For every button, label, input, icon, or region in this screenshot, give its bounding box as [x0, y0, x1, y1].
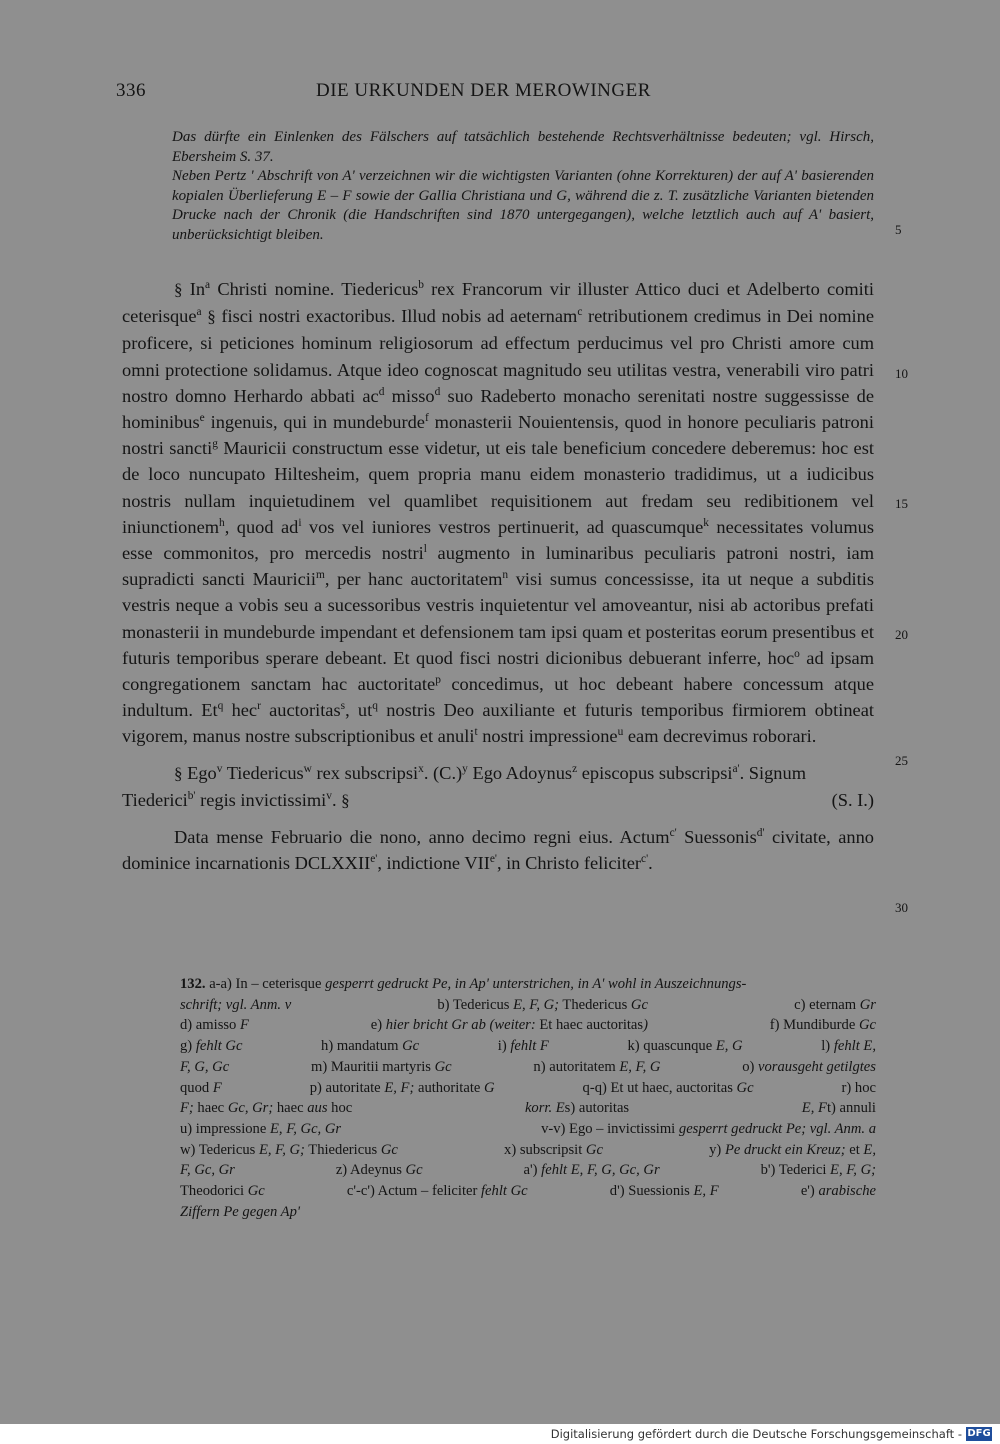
chrismon-icon: § [174, 763, 183, 783]
text-run: Et haec auctoritas [535, 1017, 644, 1034]
footnote-marker: t [474, 726, 478, 739]
text-run: eam decrevimus roborari. [623, 726, 817, 747]
document-text [122, 276, 874, 876]
variant-entry [180, 1160, 235, 1181]
italic-text: fehlt E, F, G, Gc, Gr [541, 1162, 660, 1179]
text-run: Theodorici [180, 1183, 248, 1200]
text-run: visi sumus concessisse, ita ut neque a subditis vestris neque a vobis seu a sucessoribus vestris inquietentur vel amoveantur, nisi ab actoribus prefati monasterii in mundeburde impendant et defensionem tam ipsi quam et posteritas eorum presentibus et futuris temporibus sperare debeant. Et quod fisci nostri dicionibus debuerant inferre, hoc [122, 569, 874, 668]
italic-text: korr. E [524, 1100, 565, 1117]
text-run: y) [709, 1141, 725, 1158]
footnote-marker: e [199, 411, 205, 424]
footnote-marker: a [196, 306, 202, 319]
signature-line-content [183, 763, 807, 783]
footnote-marker: d [378, 385, 385, 398]
italic-text: Ziffern Pe gegen Ap' [180, 1203, 300, 1220]
text-run: o) [742, 1058, 759, 1075]
text-run: Thiedericus [304, 1141, 381, 1158]
variant-entry [180, 1015, 249, 1036]
variant-entry [524, 1160, 660, 1181]
text-run: nostris Deo auxiliante et futuris temporibus firmiorem obtineat vigorem, manus nostre subscriptionibus et anuli [122, 700, 874, 747]
text-run: hec [223, 700, 258, 721]
italic-text: E, F [801, 1100, 827, 1117]
italic-text: fehlt F [510, 1038, 549, 1055]
note-line [180, 1015, 876, 1036]
variant-entry [180, 1036, 242, 1057]
text-run: monasterii Nouientensis, quod in honore peculiaris patroni nostri sancti [122, 412, 874, 459]
text-run: Data mense Februario die nono, anno decimo regni eius. Actum [174, 827, 670, 848]
italic-text: E, F, G [619, 1058, 661, 1075]
italic-text: fehlt Gc [481, 1183, 528, 1200]
text-run: concedimus, ut hoc debeant habere concessum atque indultum. Et [122, 674, 874, 721]
footnote-marker: a [205, 278, 211, 291]
intro-paragraph: Neben Pertz ' Abschrift von A' verzeichnen wir die wichtigsten Varianten (ohne Korrekturen) der auf A' basierenden kopialen Überlieferung E – F sowie der Gallia Christiana und G, während die z. T. zusätzliche Varianten bietenden Drucke nach der Chronik (die Handschriften sind 1870 untergegangen), welche letztlich auch auf A' basiert, unberücksichtigt bleiben. [172, 168, 874, 243]
note-number: 132. [180, 976, 206, 992]
text-run: . Signum [739, 762, 807, 783]
footnote-marker: d [434, 385, 441, 398]
signature-line [122, 760, 874, 787]
note-line [180, 1181, 876, 1202]
text-run: auctoritas [260, 700, 341, 721]
variant-entry [583, 1078, 754, 1099]
dfg-logo: DFG [967, 1428, 991, 1439]
italic-text: gesperrt gedruckt Pe; vgl. Anm. a [678, 1120, 876, 1137]
text-run: , per hanc auctoritatem [324, 569, 503, 590]
text-run: q-q) Et ut haec, auctoritas [582, 1079, 737, 1096]
text-run: In [182, 279, 206, 299]
italic-text: Gc, Gr; [227, 1100, 274, 1117]
note-line [180, 1036, 876, 1057]
footnote-marker: q [372, 700, 378, 713]
italic-text: Pe druckt ein Kreuz; [724, 1141, 846, 1158]
variant-entry [180, 1057, 229, 1078]
line-number: 15 [895, 496, 908, 511]
variant-entry [336, 1160, 423, 1181]
text-run: i) [497, 1038, 511, 1055]
text-run: augmento in luminaribus peculiaris patroni nostri, iam supradicti sancti Mauricii [122, 543, 875, 590]
text-run: f) Mundiburde [769, 1017, 859, 1034]
text-run: , quod ad [224, 516, 299, 537]
footnote-marker: e' [370, 853, 378, 866]
footnote-marker: g [212, 438, 218, 451]
footnote-marker: b' [187, 789, 196, 802]
variant-entry [180, 1078, 222, 1099]
funding-note: Digitalisierung gefördert durch die Deutsche Forschungsgemeinschaft - [550, 1427, 962, 1441]
text-run: w) Tedericus [180, 1141, 259, 1158]
chrismon-icon: § [207, 307, 216, 327]
italic-text: aus [307, 1100, 328, 1117]
variant-entry [525, 1098, 629, 1119]
italic-text: Gc [380, 1141, 398, 1158]
italic-text: Gc [858, 1017, 876, 1034]
text-run: regis invictissimi [195, 789, 327, 810]
variant-entry [709, 1140, 876, 1161]
italic-text: E, F, G; [830, 1162, 876, 1179]
italic-text: Gc [736, 1079, 754, 1096]
footnote-marker: v [216, 762, 223, 775]
text-run: rex Francorum vir illuster Attico duci et Adelberto comiti ceterisque [122, 279, 874, 327]
text-run: Tiederici [122, 789, 188, 810]
variant-entry [761, 1160, 876, 1181]
text-run: m) Mauritii martyris [310, 1058, 435, 1075]
text-run: d') Suessionis [609, 1183, 694, 1200]
text-run: Ego [182, 762, 217, 783]
text-run: a-a) In – ceterisque [205, 976, 326, 992]
main-paragraph [122, 276, 874, 750]
footnote-marker: e' [489, 853, 497, 866]
main-paragraph-content [122, 279, 874, 746]
footnote-marker: c [577, 306, 583, 319]
footer-bar [0, 1424, 1000, 1444]
italic-text: F; [180, 1100, 194, 1117]
variant-entry [533, 1057, 660, 1078]
italic-text: E, F; [384, 1079, 415, 1096]
line-number: 10 [895, 366, 908, 381]
italic-text: F [212, 1079, 222, 1096]
text-run: ingenuis, qui in mundeburde [204, 412, 425, 433]
text-run: haec [273, 1100, 308, 1117]
variant-entry [821, 1036, 876, 1057]
text-run: e) [370, 1017, 386, 1034]
text-run: p) autoritate [309, 1079, 385, 1096]
footnote-marker: i [298, 516, 302, 529]
variant-entry [504, 1140, 603, 1161]
variant-entry [742, 1057, 876, 1078]
footnote-marker: h [219, 516, 225, 529]
variant-entry [311, 1057, 452, 1078]
footnote-marker: w [303, 762, 312, 775]
variant-entry [802, 1098, 876, 1119]
italic-text: Gc [585, 1141, 603, 1158]
text-run: Mauricii constructum esse videtur, ut eis tale beneficium concedere deberemus: hoc est de loco nuncupato Hiltesheim, quem propria manu eidem monasterio tradidimus, ut a iudicibus nostris nullam inquietudinem vel quamlibet requisitionem aut fredam seu redibitionem vel iniunctionem [122, 438, 874, 537]
text-run: u) impressione [180, 1120, 270, 1137]
text-run: . [331, 789, 342, 810]
variant-entry [794, 995, 876, 1016]
variant-entry [770, 1015, 876, 1036]
text-run: , ut [345, 700, 373, 721]
running-title: DIE URKUNDEN DER MEROWINGER [316, 80, 651, 101]
footnote-marker: y [462, 762, 468, 775]
text-run: c'-c') Actum – feliciter [346, 1183, 481, 1200]
text-run: b) Tedericus [437, 996, 514, 1013]
footnote-marker: x [418, 762, 424, 775]
text-run: necessitates volumus esse commonitos, pro mercedis nostri [122, 516, 875, 564]
italic-text: arabische [818, 1183, 876, 1200]
text-run: s) autoritas [564, 1100, 630, 1117]
signature-line-content [122, 787, 350, 814]
text-run: k) quascunque [627, 1038, 716, 1055]
text-run: vos vel iuniores vestros pertinuerit, ad quascumque [301, 516, 704, 537]
text-run: b') Tederici [760, 1162, 831, 1179]
text-run: e') [800, 1183, 819, 1200]
note-line [180, 1140, 876, 1161]
variant-entry [610, 1181, 719, 1202]
italic-text: E, F, G; [513, 996, 560, 1013]
text-run: episcopus subscripsi [577, 762, 733, 783]
text-run: d) amisso [180, 1017, 240, 1034]
seal-marker: (S. I.) [831, 789, 874, 810]
dating-clause [122, 824, 874, 876]
footnote-marker: a' [732, 762, 740, 775]
text-run: ad ipsam congregationem sanctam hac auctoritate [122, 647, 874, 695]
intro-paragraph: Das dürfte ein Einlenken des Fälschers auf tatsächlich bestehende Rechtsverhältnisse bedeuten; vgl. Hirsch, Ebersheim S. 37. [172, 129, 874, 165]
footnote-marker: q [217, 700, 224, 713]
italic-text: E, G [715, 1038, 743, 1055]
chrismon-icon: § [174, 280, 183, 299]
text-run: rex subscripsi [311, 762, 419, 783]
variant-entry [180, 1119, 341, 1140]
text-run: haec [193, 1100, 228, 1117]
italic-text: ) [643, 1017, 648, 1034]
footnote-marker: m [315, 569, 325, 582]
footnote-marker: p [435, 673, 441, 686]
italic-text: Gc [434, 1058, 452, 1075]
text-run: , in Christo feliciter [496, 853, 642, 874]
text-run: et [845, 1141, 864, 1158]
italic-text: fehlt Gc [195, 1038, 243, 1055]
variant-entry [627, 1036, 742, 1057]
page-header [116, 80, 676, 104]
italic-text: Gc [402, 1038, 420, 1055]
footnote-marker: u [617, 726, 624, 739]
italic-text: E, F, Gc, Gr [269, 1120, 342, 1137]
variant-entry [180, 1098, 352, 1119]
italic-text: E, [863, 1141, 876, 1158]
text-run: z) Adeynus [335, 1162, 406, 1179]
italic-text: schrift; vgl. Anm. v [180, 996, 292, 1013]
note-line [180, 1119, 876, 1140]
text-run: g) [180, 1038, 196, 1055]
text-run: Tiedericus [222, 762, 304, 783]
italic-text: hier bricht Gr ab (weiter: [385, 1017, 536, 1034]
footnote-marker: o [794, 647, 800, 660]
signature-line [122, 787, 874, 814]
critical-apparatus [180, 974, 876, 1222]
variant-entry [437, 995, 648, 1016]
text-run: Ego Adoynus [467, 762, 573, 783]
text-run: Suessonis [676, 827, 757, 848]
italic-text: vorausgeht getilgtes [758, 1058, 876, 1075]
footnote-marker: k [703, 516, 709, 529]
footnote-marker: c' [669, 826, 677, 839]
text-run: a') [523, 1162, 542, 1179]
text-run: suo Radeberto monacho serenitati nostre suggessisse de hominibus [122, 385, 874, 433]
italic-text: Gr [859, 996, 876, 1013]
footnote-marker: l [423, 542, 427, 555]
variant-entry [498, 1036, 549, 1057]
text-run: r) hoc [841, 1079, 876, 1096]
line-number: 20 [895, 627, 908, 642]
italic-text: Gc [405, 1162, 423, 1179]
text-run: authoritate [414, 1079, 485, 1096]
italic-text: E, F [693, 1183, 719, 1200]
footnote-marker: f [424, 411, 429, 424]
signature-block [122, 760, 874, 814]
introductory-note [172, 128, 874, 245]
footnote-marker: n [502, 569, 509, 582]
text-run: civitate, anno dominice incarnationis DCLXXII [122, 827, 874, 874]
italic-text: gesperrt gedruckt Pe, in Ap' unterstrichen, in A' wohl in Auszeichnungs- [325, 976, 747, 992]
note-line [180, 1098, 876, 1119]
variant-entry [347, 1181, 528, 1202]
variant-entry [842, 1078, 876, 1099]
variant-entry [801, 1181, 876, 1202]
italic-text: F, G, Gc [180, 1058, 230, 1075]
variant-entry [541, 1119, 876, 1140]
footnote-marker: z [572, 762, 578, 775]
text-run: quod [180, 1079, 213, 1096]
text-run: c) eternam [794, 996, 860, 1013]
italic-text: Gc [247, 1183, 265, 1200]
line-number: 30 [895, 900, 908, 915]
footnote-marker: d' [756, 826, 765, 839]
footnote-marker: v [326, 789, 332, 802]
italic-text: E, F, G; [258, 1141, 305, 1158]
italic-text: Gc [630, 996, 648, 1013]
text-run: v-v) Ego – invictissimi [541, 1120, 679, 1137]
italic-text: fehlt E, [833, 1038, 876, 1055]
text-run: Thedericus [559, 996, 631, 1013]
text-run: , indictione VII [377, 853, 490, 874]
text-run: . (C.) [423, 762, 463, 783]
text-run: x) subscripsit [504, 1141, 586, 1158]
footnote-marker: b [418, 278, 424, 291]
note-line [180, 974, 876, 995]
variant-entry [371, 1015, 648, 1036]
text-run: n) autoritatem [533, 1058, 620, 1075]
variant-entry [180, 995, 291, 1016]
variant-entry [180, 1140, 398, 1161]
note-line [180, 1057, 876, 1078]
text-run: Christi nomine. Tiedericus [210, 279, 419, 299]
text-run: fisci nostri exactoribus. Illud nobis ad aeternam [215, 306, 578, 327]
text-run: nostri impressione [477, 726, 618, 747]
variant-entry [180, 1181, 265, 1202]
page-number: 336 [116, 80, 146, 101]
variant-entry [321, 1036, 419, 1057]
footnote-marker: r [257, 700, 261, 713]
text-run: l) [821, 1038, 834, 1055]
italic-text: F, Gc, Gr [180, 1162, 235, 1179]
text-run: misso [384, 385, 435, 406]
note-line [180, 995, 876, 1016]
italic-text: G [484, 1079, 495, 1096]
footnote-marker: c' [641, 853, 649, 866]
variant-entry [310, 1078, 495, 1099]
text-run: t) annuli [826, 1100, 876, 1117]
text-run: hoc [327, 1100, 353, 1117]
note-line [180, 1202, 876, 1223]
text-run: . [648, 853, 653, 874]
line-number: 5 [895, 222, 902, 237]
text-run: h) mandatum [321, 1038, 403, 1055]
note-line [180, 1160, 876, 1181]
note-line [180, 1078, 876, 1099]
footnote-marker: s [340, 700, 346, 713]
line-number: 25 [895, 753, 908, 768]
italic-text: F [240, 1017, 249, 1034]
text-run: retributionem credimus in Dei nomine proficere, si peticiones hominum religiosorum ad effectum perducimus vel pro Christi amore cum omni protectione solidamus. Atque ideo cognoscat magnitudo seu utilitas vestra, venerabili viro patri nostro domno Herhardo abbati ac [122, 306, 874, 406]
chrismon-icon: § [341, 790, 350, 810]
